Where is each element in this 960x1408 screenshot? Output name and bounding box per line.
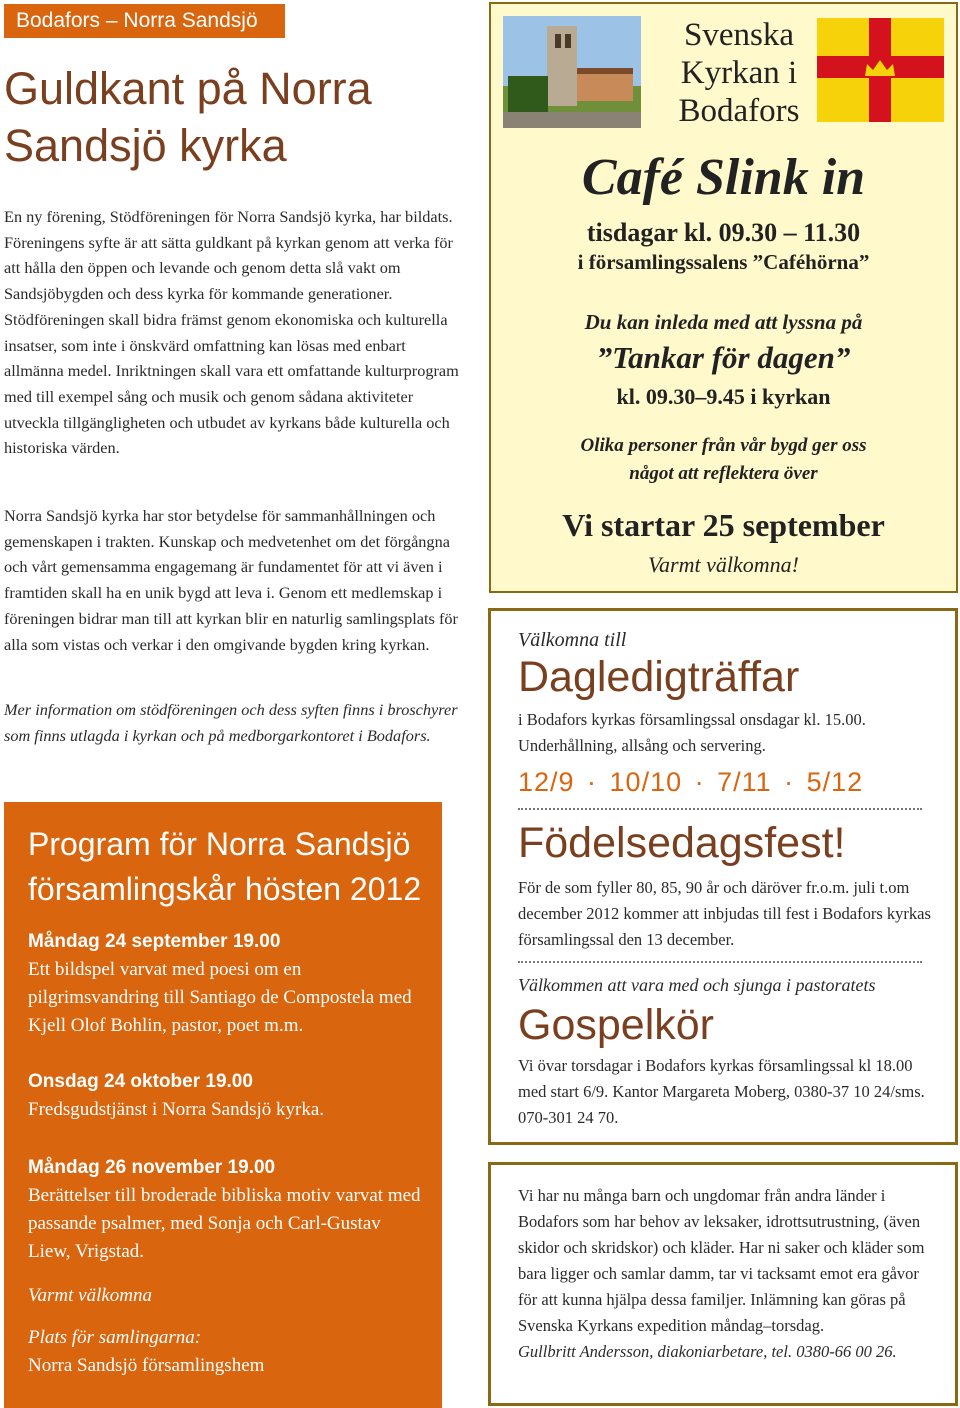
program-event bbox=[28, 1068, 428, 1124]
section-tag: Bodafors – Norra Sandsjö bbox=[4, 4, 285, 38]
program-welcome: Varmt välkomna bbox=[28, 1285, 153, 1306]
cafe-title: Café Slink in bbox=[581, 149, 866, 206]
welcome-to: Välkomna till bbox=[518, 629, 627, 651]
donation-box bbox=[488, 1162, 958, 1406]
community-paragraph: Norra Sandsjö kyrka har stor betydelse för sammanhållningen och gemenskapen i trakten. Kunskap och medvetenhet om det förgångna och vårt gemensamma engagemang är fundamentet för att vi även i framtiden skall ha en unik bygd att leva i. Genom ett medlemskap i föreningen bidrar man till att kyrkan blir en naturlig samlingsplats för alla som vistas och verkar i den omgivande bygden kring kyrkan. bbox=[4, 506, 458, 654]
cafe-where: i församlingssalens ”Caféhörna” bbox=[577, 250, 870, 274]
event-description: Fredsgudstjänst i Norra Sandsjö kyrka. bbox=[28, 1099, 325, 1120]
cafe-intro: Du kan inleda med att lyssna på bbox=[584, 310, 863, 334]
birthday-title: Födelsedagsfest! bbox=[518, 819, 846, 867]
headline: Guldkant på Norra Sandsjö kyrka bbox=[4, 63, 372, 171]
event-date: Onsdag 24 oktober 19.00 bbox=[28, 1071, 253, 1092]
cafe-when: tisdagar kl. 09.30 – 11.30 bbox=[586, 218, 861, 247]
event-description: Ett bildspel varvat med poesi om en pilgrimsvandring till Santiago de Compostela med Kjell Olof Bohlin, pastor, poet m.m. bbox=[28, 959, 412, 1036]
divider bbox=[518, 808, 922, 810]
program-title: Program för Norra Sandsjö församlingskår hösten 2012 bbox=[28, 826, 422, 907]
program-event bbox=[28, 928, 428, 1040]
choir-intro: Välkommen att vara med och sjunga i pastoratets bbox=[518, 975, 876, 995]
event-description: Berättelser till broderade bibliska motiv varvat med passande psalmer, med Sonja och Carl-Gustav Liew, Vrigstad. bbox=[28, 1185, 421, 1262]
place-name: Norra Sandsjö församlingshem bbox=[28, 1355, 265, 1376]
cafe-tankar-time: kl. 09.30–9.45 i kyrkan bbox=[616, 384, 831, 409]
intro-paragraph: En ny förening, Stödföreningen för Norra Sandsjö kyrka, har bildats. Föreningens syfte är att sätta guldkant på kyrkan genom att verka för att hålla den öppen och levande och genom detta slå vakt om Sandsjöbygden och dess kyrka för kommande generationer. Stödföreningen skall bidra främst genom ekonomiska och kulturella insatser, som inte i önskvärd omfattning kan lösas med enbart allmänna medel. Inriktningen skall vara ett omfattande kulturprogram med till exempel sång och musik och genom sådana aktiviteter utveckla tillgängligheten och utbudet av kyrkans både kulturella och historiska värden. bbox=[4, 207, 459, 458]
svenska-kyrkan-logo bbox=[817, 18, 944, 122]
program-event bbox=[28, 1154, 428, 1266]
choir-title: Gospelkör bbox=[518, 1001, 714, 1049]
place-label: Plats för samlingarna: bbox=[28, 1327, 202, 1348]
dagledig-box bbox=[488, 608, 958, 1145]
dagledig-title: Dagledigträffar bbox=[518, 653, 800, 701]
event-date: Måndag 26 november 19.00 bbox=[28, 1157, 276, 1178]
donation-text: Vi har nu många barn och ungdomar från andra länder i Bodafors som har behov av leksaker, idrottsutrustning, (även skidor och skridskor) och kläder. Har ni saker och kläder som bara ligger och samlar damm, tar vi tacksamt emot era gåvor för att kunna hjälpa dessa familjer. Inlämning kan göras på Svenska Kyrkans expedition måndag–torsdag. bbox=[518, 1186, 925, 1335]
birthday-text: För de som fyller 80, 85, 90 år och däröver fr.o.m. juli t.om december 2012 kommer att inbjudas till fest i Bodafors kyrkas församlingssal den 13 december. bbox=[518, 878, 931, 949]
donation-signature: Gullbritt Andersson, diakoniarbetare, tel. 0380-66 00 26. bbox=[518, 1342, 897, 1361]
dagledig-dates: 12/9 · 10/10 · 7/11 · 5/12 bbox=[518, 767, 864, 797]
event-date: Måndag 24 september 19.00 bbox=[28, 931, 281, 952]
choir-text: Vi övar torsdagar i Bodafors kyrkas församlingssal kl 18.00 med start 6/9. Kantor Margareta Moberg, 0380-37 10 24/sms. 070-301 24 70. bbox=[518, 1056, 925, 1127]
organization-name: Svenska Kyrkan i Bodafors bbox=[678, 17, 800, 129]
cafe-start: Vi startar 25 september bbox=[562, 507, 885, 543]
cafe-olika: Olika personer från vår bygd ger oss något att reflektera över bbox=[580, 435, 867, 484]
cafe-box bbox=[489, 2, 958, 593]
donation-text-block bbox=[518, 1183, 938, 1365]
cafe-welcome: Varmt välkomna! bbox=[648, 552, 799, 577]
church-tower-photo bbox=[503, 16, 641, 128]
dagledig-desc: i Bodafors kyrkas församlingssal onsdagar kl. 15.00. Underhållning, allsång och servering. bbox=[518, 710, 866, 755]
info-paragraph: Mer information om stödföreningen och dess syften finns i broschyrer som finns utlagda i kyrkan och på medborgarkontoret i Bodafors. bbox=[4, 700, 458, 745]
program-box bbox=[4, 802, 442, 1408]
program-place bbox=[28, 1324, 428, 1380]
divider bbox=[518, 961, 922, 963]
cafe-tankar: ”Tankar för dagen” bbox=[596, 340, 851, 375]
